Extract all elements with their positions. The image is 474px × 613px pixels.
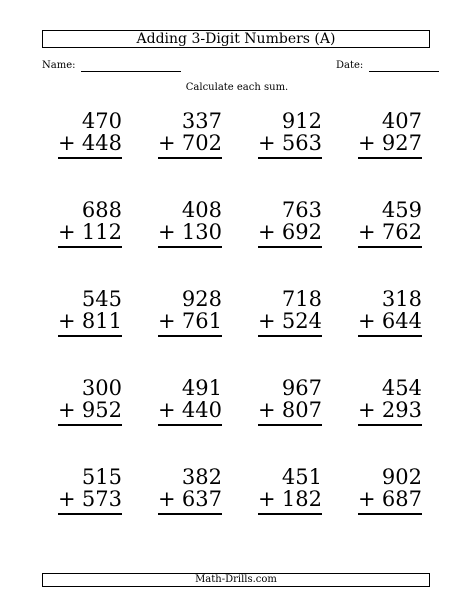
first-addend: 407 — [381, 109, 422, 133]
sum-line — [358, 335, 422, 337]
second-addend: 182 — [281, 487, 322, 511]
sum-line — [358, 246, 422, 248]
plus-sign: + — [358, 131, 376, 155]
problem-11 — [258, 288, 322, 338]
plus-sign: + — [258, 131, 276, 155]
second-addend: 563 — [281, 131, 322, 155]
problem-5 — [58, 199, 122, 249]
first-addend: 337 — [181, 109, 222, 133]
second-addend: 637 — [181, 487, 222, 511]
plus-sign: + — [158, 398, 176, 422]
plus-sign: + — [258, 220, 276, 244]
plus-sign: + — [358, 309, 376, 333]
sum-line — [58, 424, 122, 426]
second-addend: 952 — [81, 398, 122, 422]
first-addend: 718 — [281, 287, 322, 311]
first-addend: 459 — [381, 198, 422, 222]
name-label: Name: — [42, 60, 76, 71]
problem-20 — [358, 466, 422, 516]
sum-line — [358, 424, 422, 426]
second-addend: 807 — [281, 398, 322, 422]
second-addend: 811 — [81, 309, 122, 333]
sum-line — [58, 513, 122, 515]
plus-sign: + — [58, 309, 76, 333]
first-addend: 408 — [181, 198, 222, 222]
date-label: Date: — [336, 60, 364, 71]
problem-13 — [58, 377, 122, 427]
problem-19 — [258, 466, 322, 516]
sum-line — [158, 513, 222, 515]
plus-sign: + — [258, 309, 276, 333]
first-addend: 763 — [281, 198, 322, 222]
second-addend: 573 — [81, 487, 122, 511]
worksheet-title: Adding 3-Digit Numbers (A) — [42, 30, 430, 48]
sum-line — [158, 335, 222, 337]
first-addend: 454 — [381, 376, 422, 400]
sum-line — [258, 157, 322, 159]
first-addend: 470 — [81, 109, 122, 133]
second-addend: 440 — [181, 398, 222, 422]
sum-line — [258, 513, 322, 515]
second-addend: 293 — [381, 398, 422, 422]
sum-line — [58, 246, 122, 248]
plus-sign: + — [158, 220, 176, 244]
plus-sign: + — [258, 487, 276, 511]
sum-line — [258, 246, 322, 248]
problem-15 — [258, 377, 322, 427]
second-addend: 644 — [381, 309, 422, 333]
first-addend: 300 — [81, 376, 122, 400]
second-addend: 702 — [181, 131, 222, 155]
first-addend: 491 — [181, 376, 222, 400]
sum-line — [58, 157, 122, 159]
sum-line — [158, 246, 222, 248]
first-addend: 912 — [281, 109, 322, 133]
first-addend: 382 — [181, 465, 222, 489]
sum-line — [158, 424, 222, 426]
plus-sign: + — [358, 220, 376, 244]
first-addend: 967 — [281, 376, 322, 400]
second-addend: 762 — [381, 220, 422, 244]
sum-line — [158, 157, 222, 159]
sum-line — [58, 335, 122, 337]
second-addend: 927 — [381, 131, 422, 155]
plus-sign: + — [58, 131, 76, 155]
sum-line — [358, 157, 422, 159]
first-addend: 515 — [81, 465, 122, 489]
problem-17 — [58, 466, 122, 516]
second-addend: 130 — [181, 220, 222, 244]
second-addend: 761 — [181, 309, 222, 333]
problem-4 — [358, 110, 422, 160]
instruction-text: Calculate each sum. — [185, 82, 289, 93]
sum-line — [358, 513, 422, 515]
problem-9 — [58, 288, 122, 338]
first-addend: 688 — [81, 198, 122, 222]
plus-sign: + — [58, 220, 76, 244]
problem-18 — [158, 466, 222, 516]
first-addend: 318 — [381, 287, 422, 311]
second-addend: 692 — [281, 220, 322, 244]
footer: Math-Drills.com — [42, 573, 430, 587]
problem-12 — [358, 288, 422, 338]
problem-14 — [158, 377, 222, 427]
problem-8 — [358, 199, 422, 249]
plus-sign: + — [58, 487, 76, 511]
sum-line — [258, 335, 322, 337]
second-addend: 687 — [381, 487, 422, 511]
problem-2 — [158, 110, 222, 160]
second-addend: 448 — [81, 131, 122, 155]
problem-6 — [158, 199, 222, 249]
first-addend: 902 — [381, 465, 422, 489]
plus-sign: + — [158, 309, 176, 333]
plus-sign: + — [358, 398, 376, 422]
problem-1 — [58, 110, 122, 160]
first-addend: 451 — [281, 465, 322, 489]
plus-sign: + — [58, 398, 76, 422]
first-addend: 545 — [81, 287, 122, 311]
problem-3 — [258, 110, 322, 160]
second-addend: 112 — [81, 220, 122, 244]
problem-10 — [158, 288, 222, 338]
second-addend: 524 — [281, 309, 322, 333]
plus-sign: + — [158, 131, 176, 155]
plus-sign: + — [358, 487, 376, 511]
sum-line — [258, 424, 322, 426]
problem-16 — [358, 377, 422, 427]
plus-sign: + — [158, 487, 176, 511]
problem-7 — [258, 199, 322, 249]
plus-sign: + — [258, 398, 276, 422]
first-addend: 928 — [181, 287, 222, 311]
